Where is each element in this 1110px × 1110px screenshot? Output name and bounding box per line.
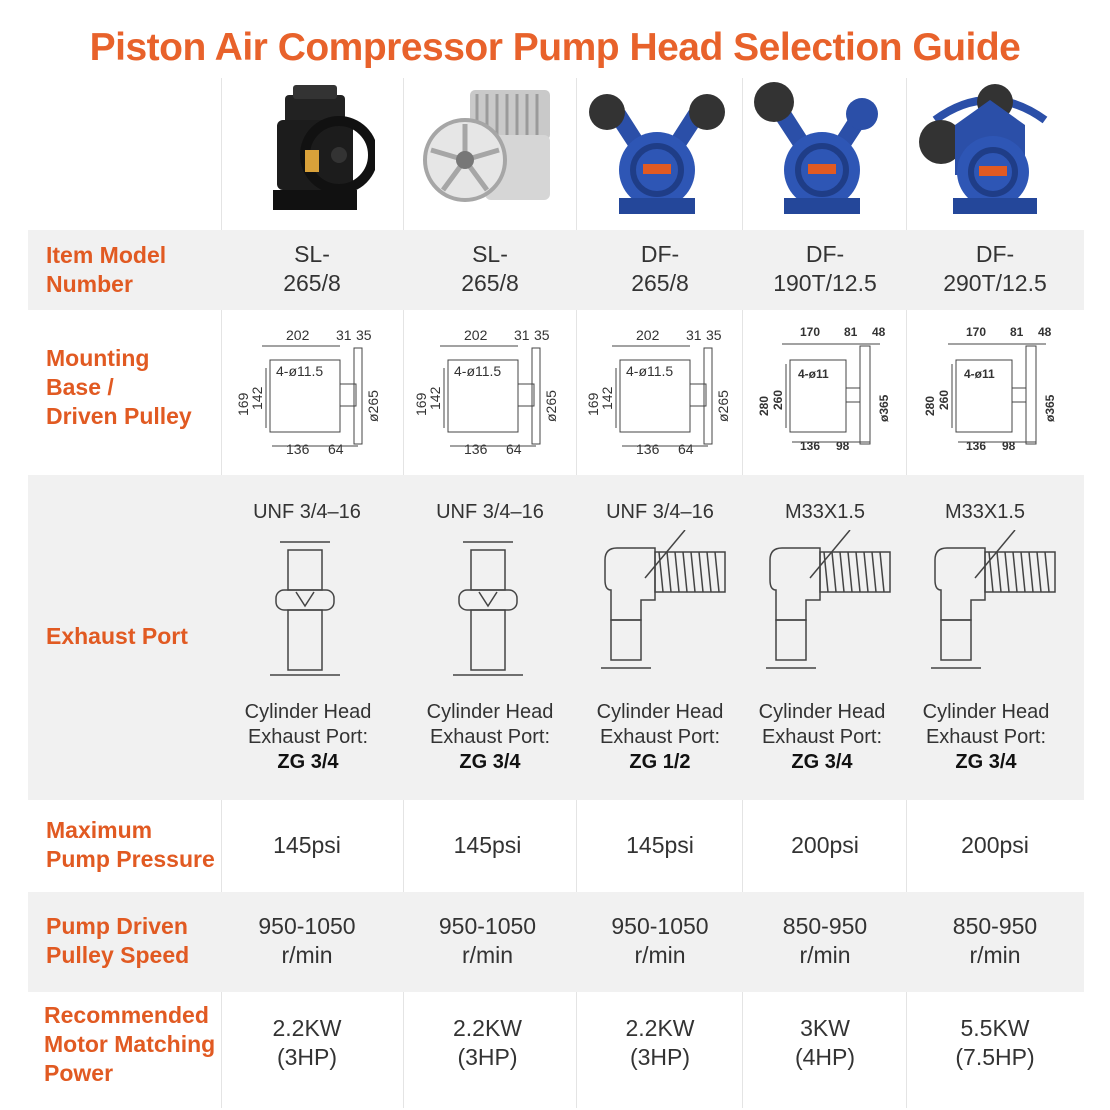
elbow-fitting-icon bbox=[925, 530, 1065, 680]
svg-text:ø265: ø265 bbox=[715, 390, 731, 422]
head-port-text: Cylinder Head Exhaust Port: ZG 1/2 bbox=[596, 701, 724, 773]
power-cell: 3KW (4HP) bbox=[794, 1015, 856, 1070]
svg-text:64: 64 bbox=[506, 441, 522, 457]
svg-text:136: 136 bbox=[464, 441, 488, 457]
pressure-cell: 145psi bbox=[626, 832, 694, 858]
power-cell: 2.2KW (3HP) bbox=[452, 1015, 523, 1070]
svg-text:136: 136 bbox=[800, 439, 821, 453]
speed-cell: 950-1050 r/min bbox=[611, 913, 709, 968]
pressure-cell: 200psi bbox=[961, 832, 1029, 858]
svg-text:169: 169 bbox=[413, 392, 429, 416]
power-cell: 2.2KW (3HP) bbox=[272, 1015, 342, 1070]
row-label-speed: Pump Driven Pulley Speed bbox=[46, 913, 190, 968]
svg-text:4-ø11.5: 4-ø11.5 bbox=[626, 363, 674, 379]
blue-triple-pump-icon bbox=[915, 80, 1065, 220]
speed-cell: 950-1050 r/min bbox=[258, 913, 356, 968]
svg-text:260: 260 bbox=[937, 389, 951, 410]
svg-text:98: 98 bbox=[1002, 439, 1016, 453]
row-label-mounting: Mounting Base / Driven Pulley bbox=[46, 345, 192, 429]
model-cell: SL- 265/8 bbox=[461, 241, 519, 296]
svg-text:169: 169 bbox=[235, 392, 251, 416]
svg-text:81: 81 bbox=[844, 325, 858, 339]
model-cell: DF- 190T/12.5 bbox=[773, 241, 877, 296]
straight-fitting-icon bbox=[443, 530, 533, 680]
power-cell: 2.2KW (3HP) bbox=[625, 1015, 695, 1070]
svg-text:142: 142 bbox=[599, 386, 615, 410]
svg-text:170: 170 bbox=[800, 325, 821, 339]
speed-cell: 850-950 r/min bbox=[952, 913, 1038, 968]
svg-text:136: 136 bbox=[636, 441, 660, 457]
blue-twin-pump-icon bbox=[750, 80, 895, 220]
head-port-text: Cylinder Head Exhaust Port: ZG 3/4 bbox=[426, 701, 554, 773]
svg-text:4-ø11.5: 4-ø11.5 bbox=[276, 363, 324, 379]
black-pump-icon bbox=[255, 80, 375, 220]
thread-spec: M33X1.5 bbox=[944, 501, 1026, 523]
svg-text:64: 64 bbox=[678, 441, 694, 457]
mounting-diagram bbox=[410, 318, 570, 458]
model-cell: DF- 290T/12.5 bbox=[943, 241, 1047, 296]
pressure-cell: 200psi bbox=[791, 832, 859, 858]
mounting-diagram bbox=[582, 318, 742, 458]
svg-text:260: 260 bbox=[771, 389, 785, 410]
mounting-diagram bbox=[918, 318, 1068, 458]
svg-text:280: 280 bbox=[757, 395, 771, 416]
svg-text:48: 48 bbox=[1038, 325, 1052, 339]
row-label-exhaust: Exhaust Port bbox=[46, 623, 188, 649]
svg-text:136: 136 bbox=[966, 439, 987, 453]
thread-spec: UNF 3/4–16 bbox=[253, 501, 361, 523]
svg-text:169: 169 bbox=[585, 392, 601, 416]
svg-text:48: 48 bbox=[872, 325, 886, 339]
head-port-text: Cylinder Head Exhaust Port: ZG 3/4 bbox=[244, 701, 372, 773]
svg-text:142: 142 bbox=[427, 386, 443, 410]
svg-text:142: 142 bbox=[249, 386, 265, 410]
svg-text:4-ø11.5: 4-ø11.5 bbox=[454, 363, 502, 379]
pressure-cell: 145psi bbox=[453, 832, 522, 858]
head-port-text: Cylinder Head Exhaust Port: ZG 3/4 bbox=[758, 701, 886, 773]
page-title: Piston Air Compressor Pump Head Selection Guide bbox=[89, 26, 1021, 69]
svg-text:202: 202 bbox=[464, 327, 488, 343]
svg-text:98: 98 bbox=[836, 439, 850, 453]
head-port-text: Cylinder Head Exhaust Port: ZG 3/4 bbox=[922, 701, 1050, 773]
svg-text:31: 31 bbox=[686, 327, 702, 343]
mounting-diagram bbox=[232, 318, 392, 458]
speed-cell: 950-1050 r/min bbox=[438, 913, 537, 968]
thread-spec: M33X1.5 bbox=[784, 501, 866, 523]
svg-text:31: 31 bbox=[336, 327, 352, 343]
svg-text:202: 202 bbox=[286, 327, 310, 343]
svg-text:35: 35 bbox=[706, 327, 722, 343]
svg-text:280: 280 bbox=[923, 395, 937, 416]
svg-text:35: 35 bbox=[356, 327, 372, 343]
svg-text:81: 81 bbox=[1010, 325, 1024, 339]
svg-text:ø265: ø265 bbox=[543, 390, 559, 422]
pressure-cell: 145psi bbox=[273, 832, 341, 858]
thread-spec: UNF 3/4–16 bbox=[436, 501, 544, 523]
svg-text:136: 136 bbox=[286, 441, 310, 457]
svg-text:31: 31 bbox=[514, 327, 530, 343]
aluminum-pump-icon bbox=[415, 80, 565, 220]
svg-text:ø365: ø365 bbox=[1043, 394, 1057, 422]
svg-text:4-ø11: 4-ø11 bbox=[798, 367, 829, 381]
model-cell: SL- 265/8 bbox=[283, 241, 341, 296]
svg-text:35: 35 bbox=[534, 327, 550, 343]
straight-fitting-icon bbox=[260, 530, 350, 680]
speed-cell: 850-950 r/min bbox=[782, 913, 868, 968]
mounting-diagram bbox=[752, 318, 902, 458]
row-label-power: Recommended Motor Matching Power bbox=[44, 1002, 216, 1086]
svg-text:ø365: ø365 bbox=[877, 394, 891, 422]
thread-spec: UNF 3/4–16 bbox=[606, 501, 714, 523]
svg-text:202: 202 bbox=[636, 327, 660, 343]
model-cell: DF- 265/8 bbox=[631, 241, 689, 296]
svg-text:170: 170 bbox=[966, 325, 987, 339]
elbow-fitting-icon bbox=[760, 530, 900, 680]
elbow-fitting-icon bbox=[595, 530, 735, 680]
row-label-pressure: Maximum Pump Pressure bbox=[46, 817, 215, 872]
svg-text:64: 64 bbox=[328, 441, 344, 457]
row-label-model: Item Model Number bbox=[46, 242, 167, 297]
power-cell: 5.5KW (7.5HP) bbox=[955, 1015, 1035, 1070]
svg-text:4-ø11: 4-ø11 bbox=[964, 367, 995, 381]
blue-twin-pump-icon bbox=[585, 80, 730, 220]
svg-text:ø265: ø265 bbox=[365, 390, 381, 422]
